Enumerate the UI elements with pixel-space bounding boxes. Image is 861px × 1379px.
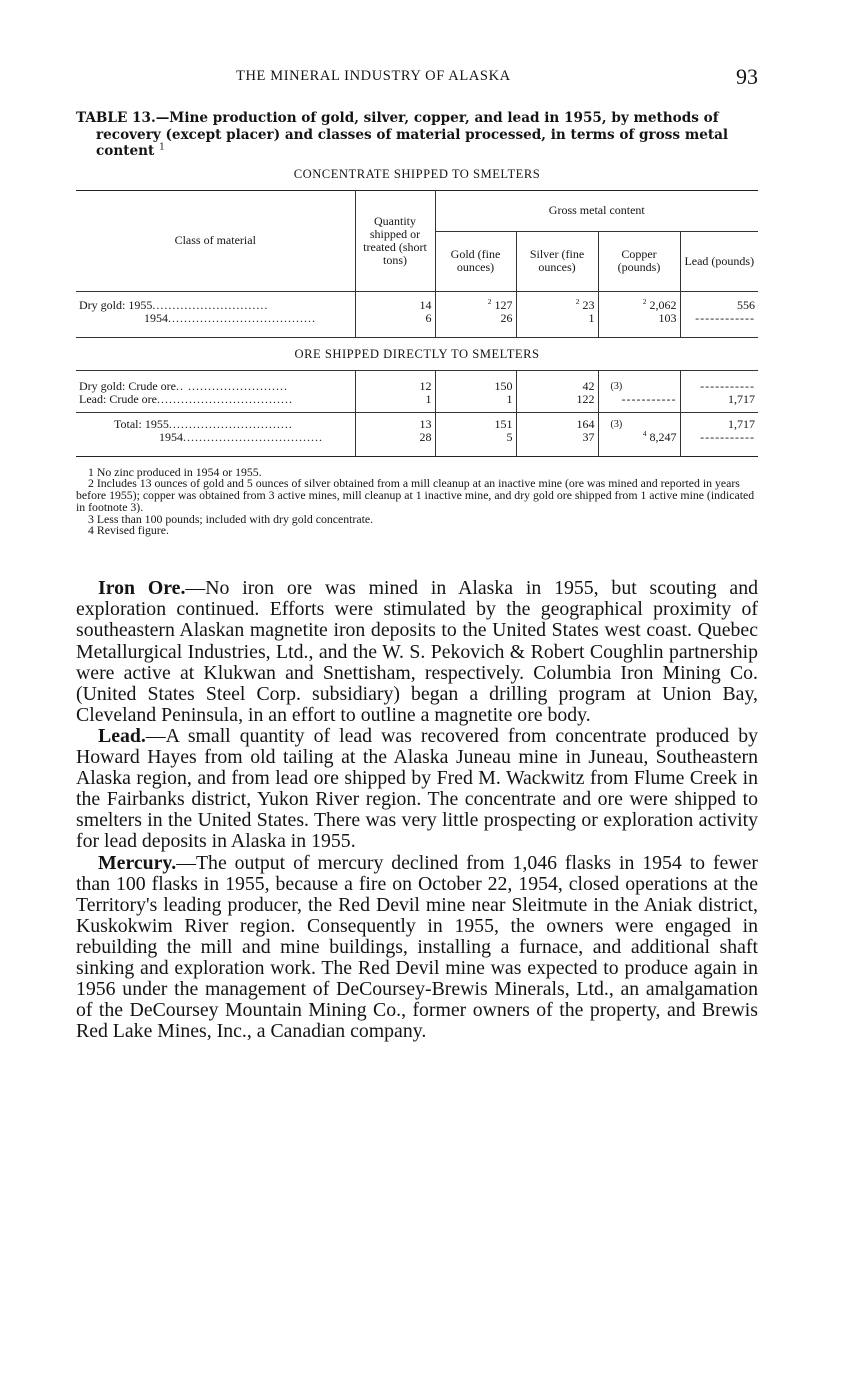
section-title-ore: ORE SHIPPED DIRECTLY TO SMELTERS: [294, 346, 540, 361]
paragraph-iron-ore: Iron Ore.—No iron ore was mined in Alaska in 1955, but scouting and exploration continued. Efforts were stimulated by the geographical proximity of southeastern Alaskan magnetite iron deposits to the United States west coast. Quebec Metallurgical Industries, Ltd., and the W. S. Pekovich & Robert Coughlin partnership were active at Klukwan and Snettisham, respectively. Columbia Iron Mining Co. (United States Steel Corp. subsidiary) began a drilling program at Union Bay, Cleveland Peninsula, in an effort to outline a magnetite ore body.: [76, 577, 758, 726]
row-label: Dry gold: Crude ore.. .........................: [76, 380, 355, 393]
header-class-of-material: Class of material: [76, 190, 355, 291]
cell-silver: 37: [516, 431, 598, 444]
table-caption: [76, 110, 758, 160]
cell-lead: ------------: [695, 311, 756, 325]
cell-silver: 1: [516, 312, 598, 325]
heading-iron-ore: Iron Ore.: [98, 577, 186, 600]
cell-copper: 103: [598, 312, 680, 325]
page-number: 93: [736, 64, 758, 89]
header-quantity: Quantity shipped or treated (short tons): [355, 190, 435, 291]
row-label: Dry gold: 1955.............................: [76, 299, 355, 312]
cell-silver: 122: [516, 393, 598, 406]
cell-copper: (3): [598, 380, 680, 393]
paragraph-mercury: Mercury.—The output of mercury declined from 1,046 flasks in 1954 to fewer than 100 flasks in 1955, because a fire on October 22, 1954, closed operations at the Territory's leading producer, the Red Devil mine near Sleitmute in the Aniak district, Kuskokwim River region. Consequently in 1955, the owners were engaged in rebuilding the mill and mine buildings, installing a furnace, and additional shaft sinking and exploration work. The Red Devil mine was expected to produce again in 1956 under the management of DeCoursey-Brewis Minerals, Ltd., an amalgamation of the DeCoursey Mountain Mining Co., former owners of the property, and Brewis Red Lake Mines, Inc., a Canadian company.: [76, 851, 758, 1043]
table-row: [76, 312, 758, 325]
footnote: 2 Includes 13 ounces of gold and 5 ounces of silver obtained from a mill cleanup at an inactive mine (ore was mined and reported in years before 1955); copper was obtained from 3 active mines, mill cleanup at 1 inactive mine, and dry gold ore shipped from 1 active mine (indicated in footnote 3).: [76, 476, 755, 514]
header-lead: Lead (pounds): [680, 231, 758, 291]
footnote: 4 Revised figure.: [88, 523, 169, 538]
header-gold: Gold (fine ounces): [435, 231, 516, 291]
production-table: [76, 190, 758, 457]
cell-lead: 556: [737, 298, 756, 312]
cell-gold: 26: [435, 312, 516, 325]
cell-copper: $^2$ 2,062: [598, 299, 680, 312]
table-footnotes: [76, 464, 758, 538]
section-title-concentrate: CONCENTRATE SHIPPED TO SMELTERS: [293, 166, 541, 181]
row-label: 1954...................................: [76, 431, 355, 444]
cell-silver: 42: [516, 380, 598, 393]
cell-quantity: 13: [355, 418, 435, 431]
running-title: THE MINERAL INDUSTRY OF ALASKA: [236, 68, 511, 84]
cell-gold: $^2$ 127: [435, 299, 516, 312]
footnote: 1 No zinc produced in 1954 or 1955.: [88, 464, 262, 479]
cell-gold: 151: [435, 418, 516, 431]
body-text: [76, 578, 758, 1042]
caption-footnote-ref: 1: [159, 142, 165, 153]
cell-quantity: 12: [355, 380, 435, 393]
row-label: 1954.....................................: [76, 312, 355, 325]
table-row: [76, 299, 758, 312]
cell-lead: 1,717: [728, 417, 756, 431]
cell-lead: -----------: [700, 430, 756, 444]
cell-silver: $^2$ 23: [516, 299, 598, 312]
cell-quantity: 6: [355, 312, 435, 325]
heading-mercury: Mercury.: [98, 851, 177, 874]
header-silver: Silver (fine ounces): [516, 231, 598, 291]
row-label: Total: 1955...............................: [76, 418, 355, 431]
cell-gold: 150: [435, 380, 516, 393]
row-label: Lead: Crude ore..................................: [76, 393, 355, 406]
cell-copper: $^4$ 8,247: [598, 431, 680, 444]
cell-copper: (3): [598, 418, 680, 431]
table-caption-text: TABLE 13.—Mine production of gold, silver, copper, and lead in 1955, by methods of recovery (except placer) and classes of material processed, in terms of gross metal content: [76, 110, 729, 159]
header-copper: Copper (pounds): [598, 231, 680, 291]
cell-silver: 164: [516, 418, 598, 431]
page: [76, 58, 758, 1042]
heading-lead: Lead.: [98, 724, 146, 747]
cell-lead: -----------: [700, 379, 756, 393]
header-gross-metal-content: Gross metal content: [435, 190, 758, 231]
running-head: [76, 58, 758, 92]
cell-quantity: 14: [355, 299, 435, 312]
footnote: 3 Less than 100 pounds; included with dry gold concentrate.: [88, 511, 374, 526]
table-row: [76, 431, 758, 444]
table-row: [76, 393, 758, 406]
cell-gold: 5: [435, 431, 516, 444]
cell-copper: -----------: [598, 393, 680, 406]
cell-quantity: 1: [355, 393, 435, 406]
paragraph-lead: Lead.—A small quantity of lead was recovered from concentrate produced by Howard Hayes from old tailing at the Alaska Juneau mine in Juneau, Southeastern Alaska region, and from lead ore shipped by Fred M. Wackwitz from Flume Creek in the Fairbanks district, Yukon River region. The concentrate and ore were shipped to smelters in the United States. There was very little prospecting or exploration activity for lead deposits in Alaska in 1955.: [76, 724, 758, 853]
cell-gold: 1: [435, 393, 516, 406]
cell-quantity: 28: [355, 431, 435, 444]
cell-lead: 1,717: [728, 392, 756, 406]
